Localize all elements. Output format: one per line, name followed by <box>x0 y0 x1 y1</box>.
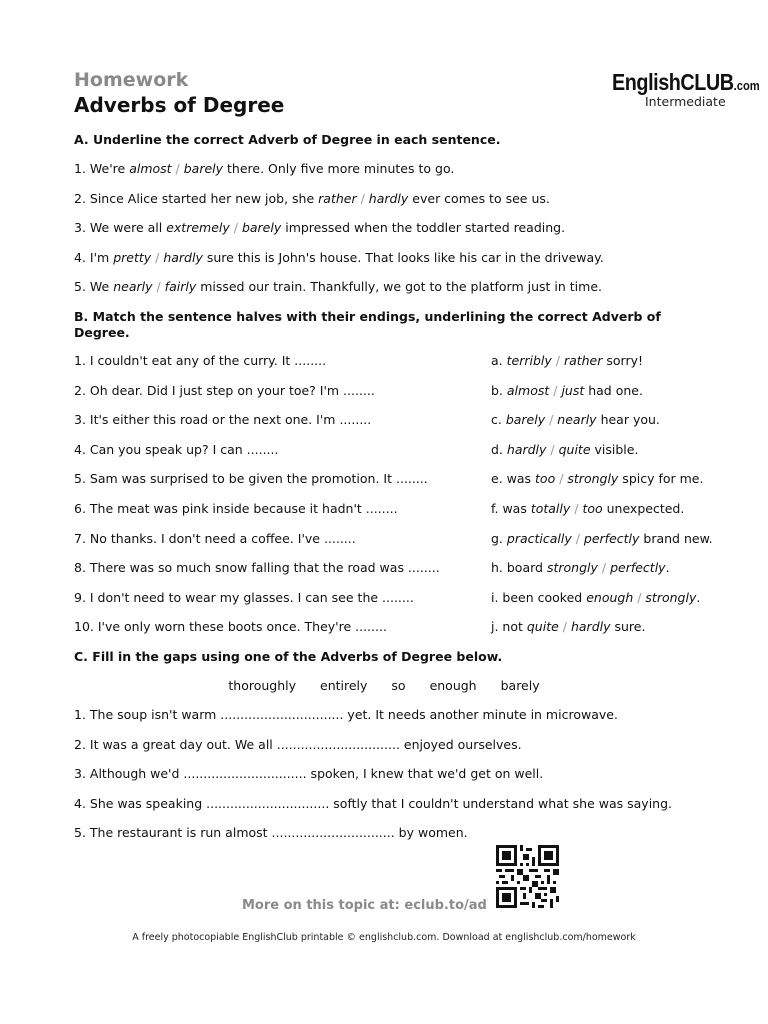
word-bank-item: enough <box>429 678 477 693</box>
option-word: rather <box>563 353 603 368</box>
option-word: quite <box>526 619 559 635</box>
sentence-text: unexpected. <box>602 501 685 516</box>
exercise-b-ending <box>491 590 700 606</box>
option-word: enough <box>586 589 634 605</box>
sentence-text: ever comes to see us. <box>408 190 550 206</box>
option-separator: / <box>571 530 584 546</box>
exercise-b-ending <box>491 531 713 547</box>
option-separator: / <box>551 353 564 368</box>
option-word: strongly <box>645 589 697 605</box>
option-word: hardly <box>368 190 409 206</box>
exercise-a-sentence <box>74 279 602 295</box>
word-bank-item: so <box>391 678 406 693</box>
word-bank-item: barely <box>500 678 540 693</box>
footer-credit: A freely photocopiable EnglishClub printable © englishclub.com. Download at englishclub.com/homework <box>132 932 636 943</box>
exercise-b-ending <box>491 501 684 517</box>
option-word: perfectly <box>610 560 666 576</box>
option-separator: / <box>171 161 184 176</box>
sentence-text: g. <box>491 530 507 546</box>
exercise-b-sentence-start: 6. The meat was pink inside because it hadn't ........ <box>74 501 398 516</box>
option-separator: / <box>558 619 571 635</box>
exercise-b-ending <box>491 560 670 576</box>
word-bank <box>0 678 768 693</box>
option-separator: / <box>229 220 242 235</box>
sentence-text: e. was <box>491 471 536 487</box>
sentence-text: b. <box>491 382 507 398</box>
exercise-b-sentence-start: 1. I couldn't eat any of the curry. It ........ <box>74 353 327 368</box>
exercise-c-sentence: 4. She was speaking ............................... softly that I couldn't understand what she was saying. <box>74 795 672 811</box>
option-word: fairly <box>164 279 197 294</box>
option-word: extremely <box>166 220 230 235</box>
option-separator: / <box>546 441 559 457</box>
option-word: hardly <box>570 619 611 635</box>
sentence-text: i. been cooked <box>491 589 587 605</box>
sentence-text: sorry! <box>602 353 643 368</box>
sentence-text: 2. Since Alice started her new job, she <box>74 190 319 206</box>
option-separator: / <box>633 589 646 605</box>
sentence-text: 5. We <box>74 279 114 294</box>
exercise-b-sentence-start: 4. Can you speak up? I can ........ <box>74 441 279 457</box>
option-word: nearly <box>557 412 597 428</box>
option-word: too <box>582 501 603 516</box>
qr-code[interactable] <box>496 845 559 908</box>
exercise-c-sentence: 3. Although we'd ............................... spoken, I knew that we'd get on well. <box>74 766 544 781</box>
option-separator: / <box>151 249 164 265</box>
option-word: just <box>561 382 585 398</box>
page-title: Adverbs of Degree <box>74 93 285 117</box>
option-word: too <box>535 471 556 487</box>
more-on-topic-link[interactable]: More on this topic at: eclub.to/ad <box>242 898 487 913</box>
sentence-text: j. not <box>491 619 527 635</box>
word-bank-item: entirely <box>320 678 368 693</box>
exercise-a-sentence <box>74 161 454 177</box>
option-word: almost <box>129 161 172 176</box>
option-separator: / <box>356 190 369 206</box>
option-separator: / <box>549 382 562 398</box>
option-word: rather <box>318 190 357 206</box>
sentence-text: 4. I'm <box>74 249 114 265</box>
exercise-b-ending <box>491 619 645 635</box>
sentence-text: sure. <box>610 619 646 635</box>
option-word: hardly <box>506 441 547 457</box>
exercise-a-sentence <box>74 191 550 207</box>
option-word: strongly <box>567 471 619 487</box>
exercise-b-ending <box>491 442 638 458</box>
option-word: pretty <box>113 249 152 265</box>
exercise-c-sentence: 5. The restaurant is run almost ............................... by women. <box>74 825 468 840</box>
logo-text: EnglishCLUB <box>612 69 734 95</box>
sentence-text: had one. <box>584 382 643 398</box>
option-word: barely <box>183 161 224 176</box>
exercise-b-ending <box>491 471 703 487</box>
exercise-b-ending <box>491 383 643 399</box>
option-separator: / <box>545 412 558 428</box>
sentence-text: . <box>696 589 701 605</box>
exercise-b-sentence-start: 2. Oh dear. Did I just step on your toe? I'm ........ <box>74 382 375 398</box>
sentence-text: f. was <box>491 501 531 516</box>
sentence-text: 3. We were all <box>74 220 167 235</box>
sentence-text: impressed when the toddler started reading. <box>281 220 566 235</box>
exercise-b-sentence-start: 8. There was so much snow falling that the road was ........ <box>74 560 440 576</box>
sentence-text: sure this is John's house. That looks like his car in the driveway. <box>202 249 604 265</box>
option-separator: / <box>555 471 568 487</box>
sentence-text: c. <box>491 412 506 428</box>
logo-suffix: .com <box>733 78 760 93</box>
sentence-text: 1. We're <box>74 161 130 176</box>
word-bank-item: thoroughly <box>228 678 297 693</box>
sentence-text: d. <box>491 441 507 457</box>
section-a-heading: A. Underline the correct Adverb of Degree in each sentence. <box>74 132 501 147</box>
sentence-text: there. Only five more minutes to go. <box>223 161 455 176</box>
exercise-b-ending <box>491 353 643 369</box>
section-b-heading: B. Match the sentence halves with their endings, underlining the correct Adverb of Degree. <box>74 309 661 340</box>
exercise-b-sentence-start: 9. I don't need to wear my glasses. I can see the ........ <box>74 589 414 605</box>
option-word: totally <box>530 501 571 516</box>
exercise-b-sentence-start: 7. No thanks. I don't need a coffee. I've ........ <box>74 530 356 546</box>
exercise-b-ending <box>491 412 660 428</box>
exercise-b-sentence-start: 5. Sam was surprised to be given the promotion. It ........ <box>74 471 428 487</box>
option-word: hardly <box>163 249 203 265</box>
exercise-a-sentence <box>74 220 565 236</box>
exercise-c-sentence: 2. It was a great day out. We all ............................... enjoyed ourselves. <box>74 736 522 752</box>
option-word: perfectly <box>583 530 640 546</box>
sentence-text: a. <box>491 353 507 368</box>
sentence-text: brand new. <box>639 530 713 546</box>
sentence-text: h. board <box>491 560 547 576</box>
option-word: barely <box>505 412 546 428</box>
exercise-c-sentence: 1. The soup isn't warm ............................... yet. It needs another minute in microwave. <box>74 707 618 722</box>
option-word: barely <box>241 220 282 235</box>
sentence-text: . <box>665 560 670 576</box>
sentence-text: visible. <box>590 441 639 457</box>
option-separator: / <box>152 279 165 294</box>
sentence-text: missed our train. Thankfully, we got to the platform just in time. <box>196 279 602 294</box>
sentence-text: spicy for me. <box>618 471 704 487</box>
section-c-heading: C. Fill in the gaps using one of the Adverbs of Degree below. <box>74 649 503 664</box>
exercise-b-sentence-start: 10. I've only worn these boots once. They're ........ <box>74 619 387 635</box>
sentence-text: hear you. <box>596 412 660 428</box>
option-word: terribly <box>506 353 552 368</box>
option-word: quite <box>558 441 591 457</box>
level-label: Intermediate <box>645 94 726 109</box>
header-kicker: Homework <box>74 69 189 91</box>
option-word: almost <box>506 382 550 398</box>
exercise-b-sentence-start: 3. It's either this road or the next one. I'm ........ <box>74 412 372 428</box>
option-word: strongly <box>546 560 598 576</box>
option-word: practically <box>506 530 572 546</box>
exercise-a-sentence <box>74 250 604 266</box>
option-separator: / <box>570 501 583 516</box>
option-word: nearly <box>113 279 153 294</box>
option-separator: / <box>597 560 611 576</box>
